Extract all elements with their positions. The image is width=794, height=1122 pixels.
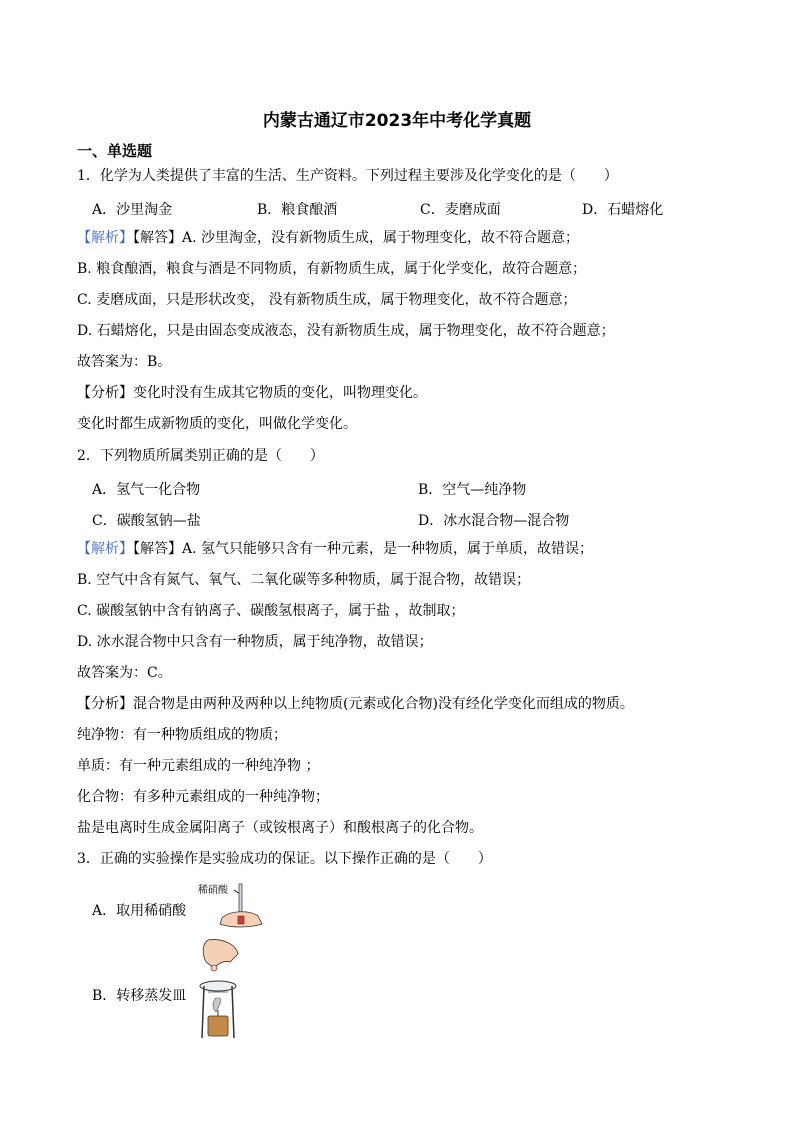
q2-answer-line-1 xyxy=(77,541,593,557)
q2-option-a: A．氢气一化合物 xyxy=(92,482,201,498)
q1-option-a: A．沙里淘金 xyxy=(92,202,173,218)
q2-option-c: C．碳酸氢钠—盐 xyxy=(92,513,201,529)
q2-answer-line-4: D. 冰水混合物中只含有一种物质，属于纯净物，故错误； xyxy=(77,634,433,650)
q2-option-d: D．冰水混合物—混合物 xyxy=(418,513,570,529)
q1-answer-text: 【解答】A. 沙里淘金，没有新物质生成，属于物理变化，故不符合题意； xyxy=(133,230,580,246)
q2-answer-line-3: C. 碳酸氢钠中含有钠离子、碳酸氢根离子，属于盐 ，故制取； xyxy=(77,603,465,619)
q1-answer-line-4: D. 石蜡熔化，只是由固态变成液态，没有新物质生成，属于物理变化，故不符合题意； xyxy=(77,323,615,339)
q1-jiexi-tag: 【解析】 xyxy=(77,230,133,246)
q2-answer-line-9: 化合物：有多种元素组成的一种纯净物； xyxy=(77,789,329,805)
q1-option-b: B．粮食酿酒 xyxy=(257,202,338,218)
q1-answer-line-6: 【分析】变化时没有生成其它物质的变化，叫物理变化。 xyxy=(77,385,427,401)
q2-answer-line-6: 【分析】混合物是由两种及两种以上纯物质(元素或化合物)没有经化学变化而组成的物质。 xyxy=(77,696,634,712)
q2-answer-line-8: 单质：有一种元素组成的一种纯净物 ； xyxy=(77,758,320,774)
q2-option-b: B．空气—纯净物 xyxy=(418,482,527,498)
q2-jiexi-tag: 【解析】 xyxy=(77,541,133,557)
q2-answer-line-5: 故答案为：C。 xyxy=(77,665,172,681)
q1-answer-line-7: 变化时都生成新物质的变化，叫做化学变化。 xyxy=(77,416,357,432)
q1-option-c: C．麦磨成面 xyxy=(420,202,501,218)
q3-option-b: B．转移蒸发皿 xyxy=(92,988,187,1004)
q2-answer-line-7: 纯净物：有一种物质组成的物质； xyxy=(77,727,287,743)
q2-stem: 2．下列物质所属类别正确的是（ ） xyxy=(77,448,324,464)
q1-answer-line-5: 故答案为：B。 xyxy=(77,354,172,370)
q3-stem: 3．正确的实验操作是实验成功的保证。以下操作正确的是（ ） xyxy=(77,851,492,867)
q2-answer-text: 【解答】A. 氢气只能够只含有一种元素，是一种物质，属于单质，故错误； xyxy=(133,541,594,557)
q1-answer-line-2: B. 粮食酿酒，粮食与酒是不同物质，有新物质生成，属于化学变化，故符合题意； xyxy=(77,261,587,277)
q2-answer-line-10: 盐是电离时生成金属阳离子（或铵根离子）和酸根离子的化合物。 xyxy=(77,820,483,836)
q1-option-d: D．石蜡熔化 xyxy=(582,202,664,218)
evaporating-dish-illustration xyxy=(188,938,252,1042)
section-heading: 一、单选题 xyxy=(77,142,153,160)
page-title: 内蒙古通辽市2023年中考化学真题 xyxy=(262,111,532,131)
dropper-hand-illustration xyxy=(190,880,270,936)
q2-answer-line-2: B. 空气中含有氮气、氧气、二氧化碳等多种物质，属于混合物，故错误； xyxy=(77,572,531,588)
q1-answer-line-3: C. 麦磨成面，只是形状改变， 没有新物质生成，属于物理变化，故不符合题意； xyxy=(77,292,577,308)
q1-answer-line-1 xyxy=(77,230,579,246)
q1-stem: 1．化学为人类提供了丰富的生活、生产资料。下列过程主要涉及化学变化的是（ ） xyxy=(77,168,618,184)
dilute-nitric-acid-label: 稀硝酸 xyxy=(198,885,228,896)
q3-option-a: A．取用稀硝酸 xyxy=(92,903,187,919)
